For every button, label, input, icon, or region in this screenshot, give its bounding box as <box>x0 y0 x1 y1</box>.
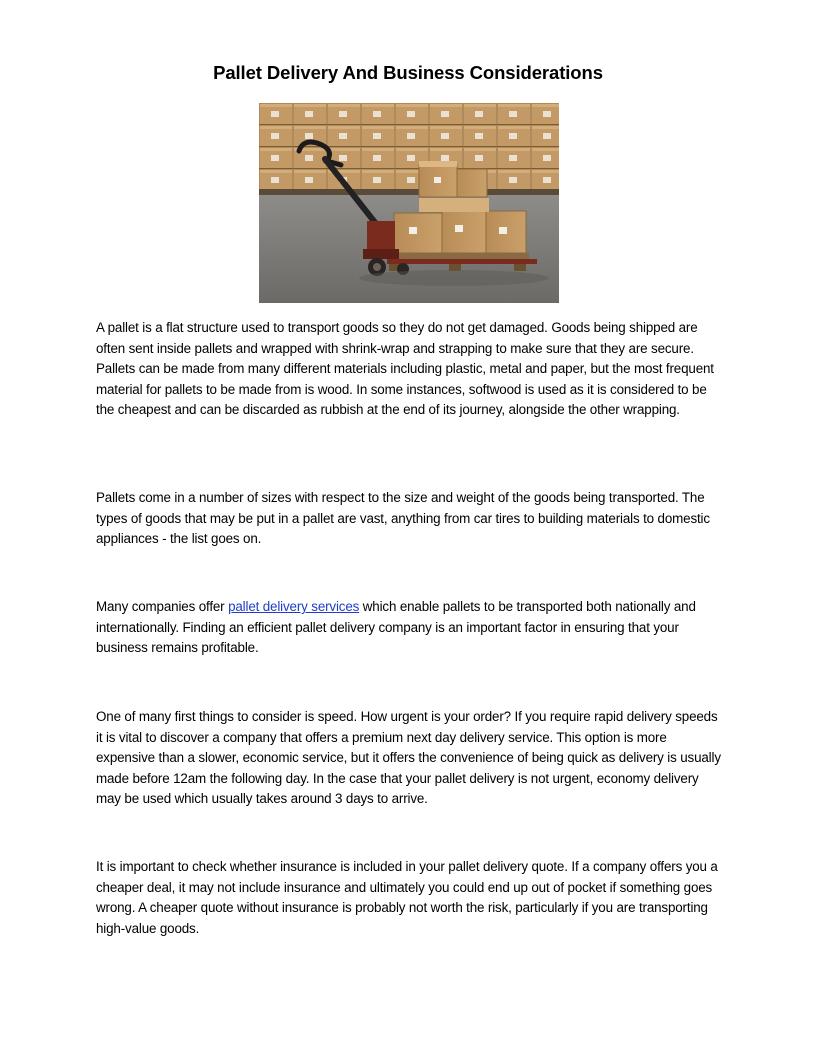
paragraph-services <box>96 597 721 659</box>
paragraph-insurance: It is important to check whether insurance is included in your pallet delivery quote. If a company offers you a cheaper deal, it may not include insurance and ultimately you could end up out of pocket if something goes wrong. A cheaper quote without insurance is probably not worth the risk, particularly if you are transporting high-value goods. <box>96 859 718 936</box>
pallet-truck-photo <box>259 103 559 303</box>
paragraph-services-rest: which enable pallets to be transported both nationally and internationally. Finding an efficient pallet delivery company is an important factor in ensuring that your business remains profitable. <box>96 599 696 656</box>
page-title: Pallet Delivery And Business Considerations <box>213 62 603 83</box>
paragraph-intro: A pallet is a flat structure used to transport goods so they do not get damaged. Goods being shipped are often sent inside pallets and wrapped with shrink-wrap and strapping to make sure that they are secure. Pallets can be made from many different materials including plastic, metal and paper, but the most frequent material for pallets to be made from is wood. In some instances, softwood is used as it is considered to be the cheapest and can be discarded as rubbish at the end of its journey, alongside the other wrapping. <box>96 320 714 418</box>
pallet-delivery-services-link[interactable]: pallet delivery services <box>228 599 360 614</box>
paragraph-services-lead: Many companies offer <box>96 599 229 614</box>
paragraph-speed: One of many first things to consider is speed. How urgent is your order? If you require rapid delivery speeds it is vital to discover a company that offers a premium next day delivery service. This option is more expensive than a slower, economic service, but it offers the convenience of being quick as delivery is usually made before 12am the following day. In the case that your pallet delivery is not urgent, economy delivery may be used which usually takes around 3 days to arrive. <box>96 709 721 807</box>
paragraph-sizes: Pallets come in a number of sizes with respect to the size and weight of the goods being transported. The types of goods that may be put in a pallet are vast, anything from car tires to building materials to domestic appliances - the list goes on. <box>96 490 710 547</box>
